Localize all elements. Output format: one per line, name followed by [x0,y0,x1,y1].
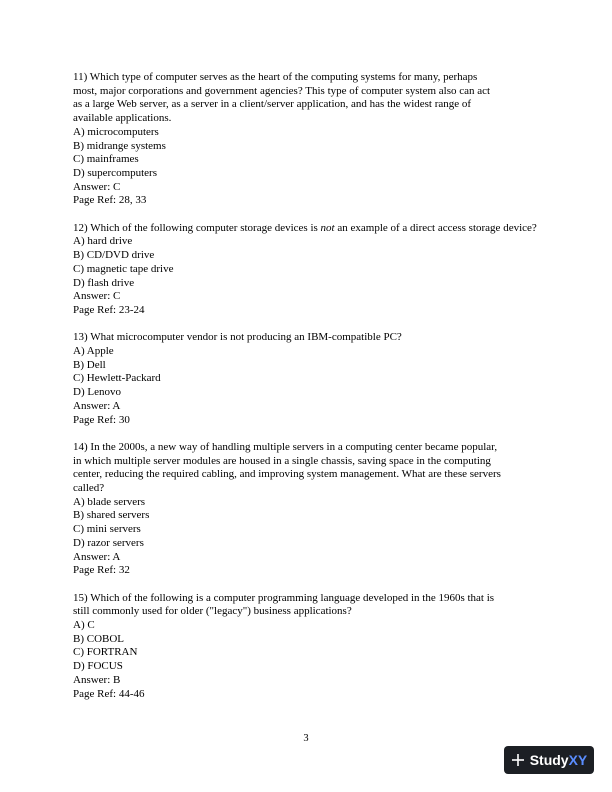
plus-icon [511,753,525,767]
question-stem-line: as a large Web server, as a server in a client/server application, and has the widest range of [73,98,472,111]
page-reference: Page Ref: 23-24 [73,303,145,316]
answer-option: A) C [73,619,95,632]
answer-option: D) razor servers [73,536,144,549]
question-stem [73,222,553,236]
answer-key: Answer: A [73,550,121,563]
question-stem-line: center, reducing the required cabling, and improving system management. What are these servers [73,468,501,481]
watermark-text-study: Study [529,752,569,768]
answer-option: A) hard drive [73,235,133,248]
answer-option: B) Dell [73,358,106,371]
question-stem-line: 14) In the 2000s, a new way of handling multiple servers in a computing center became popular, [73,440,498,453]
answer-option: D) flash drive [73,276,135,289]
question-stem-text: an example of a direct access storage device? [334,221,537,234]
page-reference: Page Ref: 28, 33 [73,194,147,207]
question-12 [73,222,553,318]
question-stem-line: called? [73,482,105,495]
answer-key: Answer: A [73,399,121,412]
question-stem-line: available applications. [73,112,172,125]
question-stem-emphasis: not [320,221,335,234]
answer-option: C) mini servers [73,523,141,536]
question-stem-line: in which multiple server modules are housed in a single chassis, saving space in the computing [73,454,491,467]
question-stem-line: most, major corporations and government agencies? This type of computer system also can act [73,84,491,97]
watermark-text-xy: XY [568,752,588,768]
answer-option: A) blade servers [73,495,146,508]
answer-option: B) CD/DVD drive [73,249,155,262]
question-15 [73,592,553,702]
answer-option: C) Hewlett-Packard [73,372,161,385]
question-stem-line: 11) Which type of computer serves as the heart of the computing systems for many, perhaps [73,71,478,83]
answer-option: D) FOCUS [73,660,123,673]
page-reference: Page Ref: 44-46 [73,687,145,700]
page-reference: Page Ref: 30 [73,413,130,426]
answer-option: D) supercomputers [73,166,158,179]
question-stem-line: still commonly used for older ("legacy") business applications? [73,605,352,618]
question-11 [73,71,553,208]
question-stem-line: 15) Which of the following is a computer programming language developed in the 1960s that is [73,591,495,604]
question-14 [73,441,553,578]
answer-option: B) midrange systems [73,139,166,152]
page-reference: Page Ref: 32 [73,564,130,577]
question-13 [73,331,553,427]
question-stem-line: 13) What microcomputer vendor is not producing an IBM-compatible PC? [73,331,402,344]
watermark-text [530,752,588,768]
answer-option: C) mainframes [73,153,139,166]
answer-key: Answer: C [73,290,121,303]
answer-option: A) Apple [73,345,114,358]
page-number: 3 [303,733,309,744]
answer-key: Answer: B [73,673,121,686]
answer-option: D) Lenovo [73,386,121,399]
answer-option: B) COBOL [73,632,125,645]
question-list [73,71,553,715]
answer-key: Answer: C [73,180,121,193]
answer-option: C) FORTRAN [73,646,138,659]
studyxy-watermark-badge [504,746,594,774]
answer-option: A) microcomputers [73,125,159,138]
answer-option: B) shared servers [73,509,150,522]
question-stem-text: 12) Which of the following computer storage devices is [73,221,321,234]
answer-option: C) magnetic tape drive [73,262,174,275]
